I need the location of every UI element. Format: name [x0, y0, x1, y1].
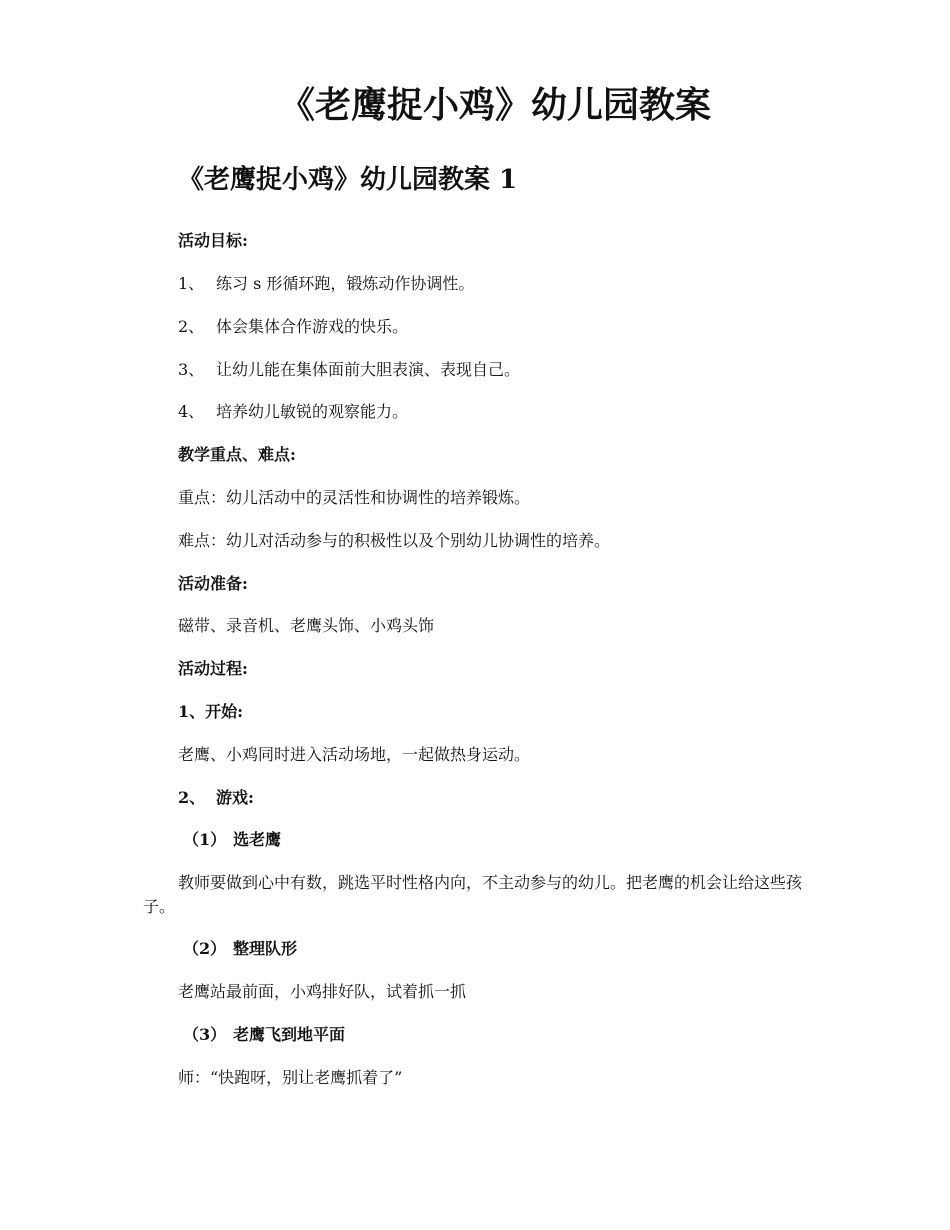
substep-title: 整理队形: [233, 939, 298, 958]
goal-item-text: 练习 s 形循环跑，锻炼动作协调性。: [216, 274, 475, 293]
substep-number: （2）: [183, 939, 227, 958]
document-title: 《老鹰捉小鸡》幼儿园教案: [278, 84, 711, 126]
substep-heading: [183, 828, 281, 852]
goal-item: [178, 315, 408, 339]
goal-item-text: 培养幼儿敏锐的观察能力。: [216, 402, 409, 421]
step2-number: 2、: [178, 788, 206, 807]
goal-item-number: 4、: [178, 402, 205, 421]
step1-heading: 1、开始:: [178, 702, 244, 721]
substep-number: （1）: [183, 830, 227, 849]
preparation-text: 磁带、录音机、老鹰头饰、小鸡头饰: [178, 616, 435, 635]
goal-item-number: 1、: [178, 274, 205, 293]
substep-title: 选老鹰: [233, 830, 282, 849]
difficulty-text: 难点：幼儿对活动参与的积极性以及个别幼儿协调性的培养。: [178, 531, 611, 550]
goal-item: [178, 272, 474, 296]
goal-item-text: 让幼儿能在集体面前大胆表演、表现自己。: [216, 360, 521, 379]
lesson-plan-heading: 《老鹰捉小鸡》幼儿园教案 1: [178, 165, 518, 195]
preparation-heading: 活动准备:: [178, 574, 248, 593]
step2-title: 游戏:: [216, 788, 254, 807]
goal-item-number: 3、: [178, 360, 205, 379]
step2-heading: [178, 786, 254, 810]
substep-number: （3）: [183, 1025, 227, 1044]
step1-text: 老鹰、小鸡同时进入活动场地，一起做热身运动。: [178, 745, 531, 764]
substep-title: 老鹰飞到地平面: [233, 1025, 346, 1044]
substep-text: 师：“快跑呀，别让老鹰抓着了”: [178, 1068, 403, 1087]
process-heading: 活动过程:: [178, 659, 248, 678]
goal-item-text: 体会集体合作游戏的快乐。: [216, 317, 409, 336]
substep-heading: [183, 937, 297, 961]
goal-item-number: 2、: [178, 317, 205, 336]
goal-item: [178, 400, 408, 424]
key-points-heading: 教学重点、难点:: [178, 445, 296, 464]
goal-item: [178, 358, 520, 382]
goals-heading: 活动目标:: [178, 231, 248, 250]
substep-paragraph: 教师要做到心中有数，跳选平时性格内向，不主动参与的幼儿。把老鹰的机会让给这些孩子。: [143, 873, 803, 916]
substep-heading: [183, 1023, 345, 1047]
substep-text: 老鹰站最前面，小鸡排好队，试着抓一抓: [178, 982, 467, 1001]
focus-text: 重点：幼儿活动中的灵活性和协调性的培养锻炼。: [178, 488, 531, 507]
